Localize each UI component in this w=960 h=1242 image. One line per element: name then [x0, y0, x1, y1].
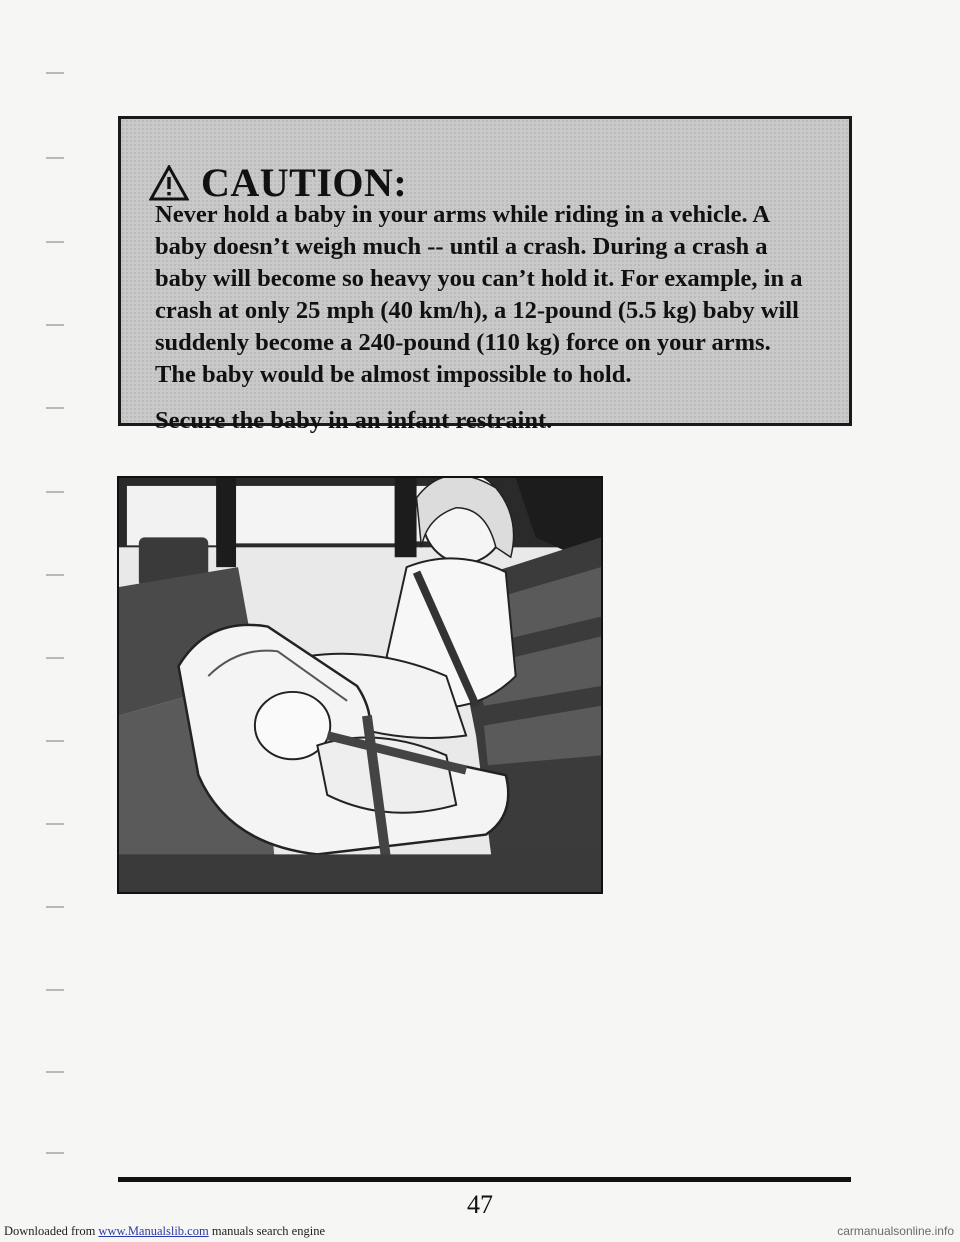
infant-restraint-illustration: [117, 476, 603, 894]
margin-tick: [46, 906, 64, 908]
download-note: [4, 1224, 325, 1239]
download-note-prefix: Downloaded from: [4, 1224, 99, 1238]
margin-tick: [46, 491, 64, 493]
margin-tick: [46, 657, 64, 659]
caution-instruction: Secure the baby in an infant restraint.: [155, 407, 553, 434]
watermark-text: carmanualsonline.info: [837, 1224, 954, 1238]
margin-tick: [46, 823, 64, 825]
illustration-drawing: [119, 478, 601, 892]
caution-title: CAUTION:: [201, 160, 408, 205]
footer-rule: [118, 1177, 851, 1182]
margin-tick: [46, 157, 64, 159]
margin-tick: [46, 407, 64, 409]
margin-tick: [46, 1071, 64, 1073]
margin-tick: [46, 1152, 64, 1154]
margin-tick: [46, 72, 64, 74]
caution-body: [155, 199, 815, 451]
page-number: 47: [467, 1190, 493, 1219]
download-note-suffix: manuals search engine: [208, 1224, 325, 1238]
margin-tick: [46, 989, 64, 991]
margin-tick: [46, 740, 64, 742]
margin-tick: [46, 241, 64, 243]
caution-paragraph: Never hold a baby in your arms while riding in a vehicle. A baby doesn’t weigh much -- until a crash. During a crash a baby will become so heavy you can’t hold it. For example, in a crash at only 25 mph (40 km/h), a 12-pound (5.5 kg) baby will suddenly become a 240-pound (110 kg) force on your arms. The baby would be almost impossible to hold.: [155, 201, 803, 388]
caution-box: [118, 116, 852, 434]
margin-tick: [46, 324, 64, 326]
manualslib-link[interactable]: www.Manualslib.com: [98, 1224, 209, 1238]
margin-tick: [46, 574, 64, 576]
warning-triangle-icon: [149, 165, 189, 201]
